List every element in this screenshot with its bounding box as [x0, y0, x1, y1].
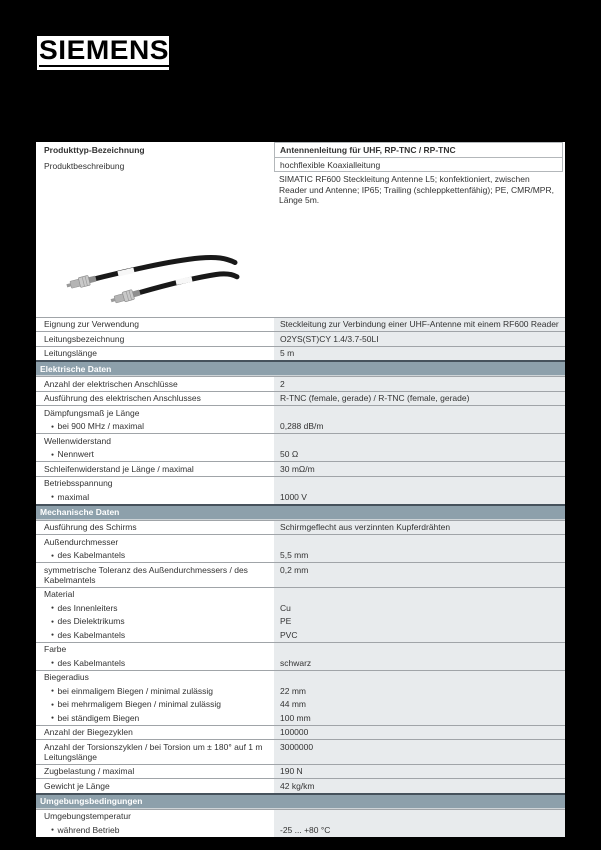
spec-row	[36, 587, 565, 602]
spec-row	[36, 433, 565, 448]
spec-label: ● des Innenleiters	[51, 602, 118, 613]
bullet-icon: ●	[51, 827, 55, 833]
spec-row	[36, 670, 565, 685]
section-header: Mechanische Daten	[36, 504, 565, 520]
spec-value: 0,2 mm	[274, 563, 565, 587]
spec-label: Anzahl der elektrischen Anschlüsse	[44, 378, 178, 389]
spec-label: Produktbeschreibung	[44, 160, 125, 171]
bullet-icon: ●	[51, 605, 55, 611]
spec-value: 100000	[274, 726, 565, 740]
spec-label: Produkttyp-Bezeichnung	[44, 145, 145, 155]
bullet-icon: ●	[51, 451, 55, 458]
spec-label: Betriebsspannung	[44, 478, 113, 488]
spec-value: 50 Ω	[274, 448, 565, 462]
spec-label: Schleifenwiderstand je Länge / maximal	[44, 463, 194, 474]
product-header-row	[36, 172, 565, 207]
spec-table	[36, 317, 565, 837]
spec-row	[36, 615, 565, 629]
spec-row	[36, 562, 565, 587]
spec-label: ● des Kabelmantels	[51, 550, 126, 560]
spec-row	[36, 405, 565, 420]
spec-value: PVC	[274, 628, 565, 642]
product-header-row	[36, 142, 565, 158]
spec-value	[274, 643, 565, 657]
spec-value: R-TNC (female, gerade) / R-TNC (female, gerade)	[274, 392, 565, 406]
spec-row	[36, 764, 565, 779]
product-photo	[48, 227, 298, 312]
spec-row	[36, 317, 565, 332]
bullet-icon: ●	[51, 688, 55, 694]
cable-lower	[138, 273, 237, 292]
spec-value: 2	[274, 377, 565, 391]
spec-value: Steckleitung zur Verbindung einer UHF-Antenne mit einem RF600 Reader	[274, 318, 565, 332]
spec-row	[36, 809, 565, 824]
spec-value: Cu	[274, 601, 565, 615]
spec-label: ● bei 900 MHz / maximal	[51, 421, 144, 431]
bullet-icon: ●	[51, 494, 55, 500]
bullet-icon: ●	[51, 618, 55, 625]
spec-row	[36, 725, 565, 740]
spec-label: Material	[44, 589, 75, 599]
spec-row	[36, 656, 565, 670]
spec-value	[274, 406, 565, 420]
spec-row	[36, 376, 565, 391]
bullet-icon: ●	[51, 552, 55, 559]
spec-label: Anzahl der Biegezyklen	[44, 727, 133, 737]
spec-value: Schirmgeflecht aus verzinnten Kupferdrähten	[274, 521, 565, 535]
spec-value: -25 ... +80 °C	[274, 823, 565, 837]
tnc-connector-upper	[66, 273, 98, 290]
spec-value: schwarz	[274, 656, 565, 670]
spec-row	[36, 711, 565, 725]
spec-value: O2YS(ST)CY 1.4/3.7-50LI	[274, 332, 565, 346]
spec-label: ● während Betrieb	[51, 824, 120, 835]
spec-row	[36, 601, 565, 615]
spec-row	[36, 346, 565, 361]
bullet-icon: ●	[51, 715, 55, 721]
spec-value: PE	[274, 615, 565, 629]
spec-value	[274, 477, 565, 491]
section-header: Elektrische Daten	[36, 360, 565, 376]
siemens-logo	[37, 36, 169, 70]
spec-label: Ausführung des elektrischen Anschlusses	[44, 393, 201, 403]
spec-label: Gewicht je Länge	[44, 780, 110, 791]
spec-row	[36, 420, 565, 434]
spec-row	[36, 391, 565, 406]
spec-label: symmetrische Toleranz des Außendurchmessers / des Kabelmantels	[44, 564, 248, 585]
spec-row	[36, 778, 565, 793]
product-header-rows	[36, 142, 565, 207]
spec-value: 5 m	[274, 347, 565, 361]
spec-label: Zugbelastung / maximal	[44, 766, 135, 776]
spec-row	[36, 684, 565, 698]
spec-row	[36, 520, 565, 535]
spec-label: ● des Dielektrikums	[51, 616, 125, 626]
spec-row	[36, 823, 565, 837]
bullet-icon: ●	[51, 701, 55, 708]
spec-label: Wellenwiderstand	[44, 435, 111, 446]
spec-row	[36, 642, 565, 657]
spec-value: 190 N	[274, 765, 565, 779]
tnc-connector-lower	[110, 287, 142, 305]
spec-value: 44 mm	[274, 698, 565, 712]
bullet-icon: ●	[51, 660, 55, 666]
spec-value	[274, 535, 565, 549]
spec-value	[274, 434, 565, 448]
spec-value: SIMATIC RF600 Steckleitung Antenne L5; konfektioniert, zwischen Reader und Antenne; IP65; Trailing (schleppkettenfähig); PE, CMR/MPR, Länge 5m.	[279, 174, 554, 205]
spec-row	[36, 698, 565, 712]
product-photo-area	[36, 207, 565, 317]
spec-label: Umgebungstemperatur	[44, 811, 131, 821]
spec-value: Antennenleitung für UHF, RP-TNC / RP-TNC	[274, 142, 563, 158]
siemens-logo-text: SIEMENS	[39, 35, 170, 65]
spec-value: 22 mm	[274, 684, 565, 698]
section-header: Umgebungsbedingungen	[36, 793, 565, 809]
spec-label: Ausführung des Schirms	[44, 522, 137, 532]
spec-label: ● bei einmaligem Biegen / minimal zulässig	[51, 685, 213, 696]
spec-value	[274, 671, 565, 685]
spec-value: 30 mΩ/m	[274, 462, 565, 476]
spec-label: Eignung zur Verwendung	[44, 319, 139, 329]
spec-row	[36, 476, 565, 491]
spec-row	[36, 331, 565, 346]
spec-row	[36, 628, 565, 642]
spec-row	[36, 549, 565, 563]
spec-value	[274, 588, 565, 602]
spec-label: Leitungslänge	[44, 348, 97, 358]
cable-upper-label-band	[118, 270, 134, 274]
spec-label: ● Nennwert	[51, 449, 94, 459]
spec-value: 3000000	[274, 740, 565, 764]
spec-label: Farbe	[44, 644, 67, 654]
spec-row	[36, 739, 565, 764]
spec-value: 0,288 dB/m	[274, 420, 565, 434]
spec-row	[36, 461, 565, 476]
bullet-icon: ●	[51, 423, 55, 430]
datasheet	[36, 142, 565, 837]
product-header-row	[36, 158, 565, 173]
spec-label: Biegeradius	[44, 672, 89, 682]
spec-row	[36, 448, 565, 462]
spec-label: Anzahl der Torsionszyklen / bei Torsion um ± 180° auf 1 m Leitungslänge	[44, 741, 263, 762]
spec-value: 100 mm	[274, 711, 565, 725]
spec-value: 5,5 mm	[274, 549, 565, 563]
spec-row	[36, 534, 565, 549]
spec-value: hochflexible Koaxialleitung	[274, 157, 563, 173]
bullet-icon: ●	[51, 632, 55, 638]
spec-label: Außendurchmesser	[44, 536, 119, 547]
spec-row	[36, 490, 565, 504]
spec-label: Leitungsbezeichnung	[44, 333, 125, 344]
spec-label: ● bei mehrmaligem Biegen / minimal zulässig	[51, 699, 221, 709]
cable-lower-label-band	[176, 279, 192, 282]
spec-label: ● bei ständigem Biegen	[51, 712, 140, 723]
spec-label: ● maximal	[51, 491, 90, 502]
spec-value: 42 kg/km	[274, 779, 565, 793]
spec-value: 1000 V	[274, 490, 565, 504]
spec-label	[36, 172, 274, 207]
spec-label: ● des Kabelmantels	[51, 629, 126, 640]
spec-label: Dämpfungsmaß je Länge	[44, 407, 140, 418]
spec-value	[274, 810, 565, 824]
spec-label: ● des Kabelmantels	[51, 657, 126, 668]
